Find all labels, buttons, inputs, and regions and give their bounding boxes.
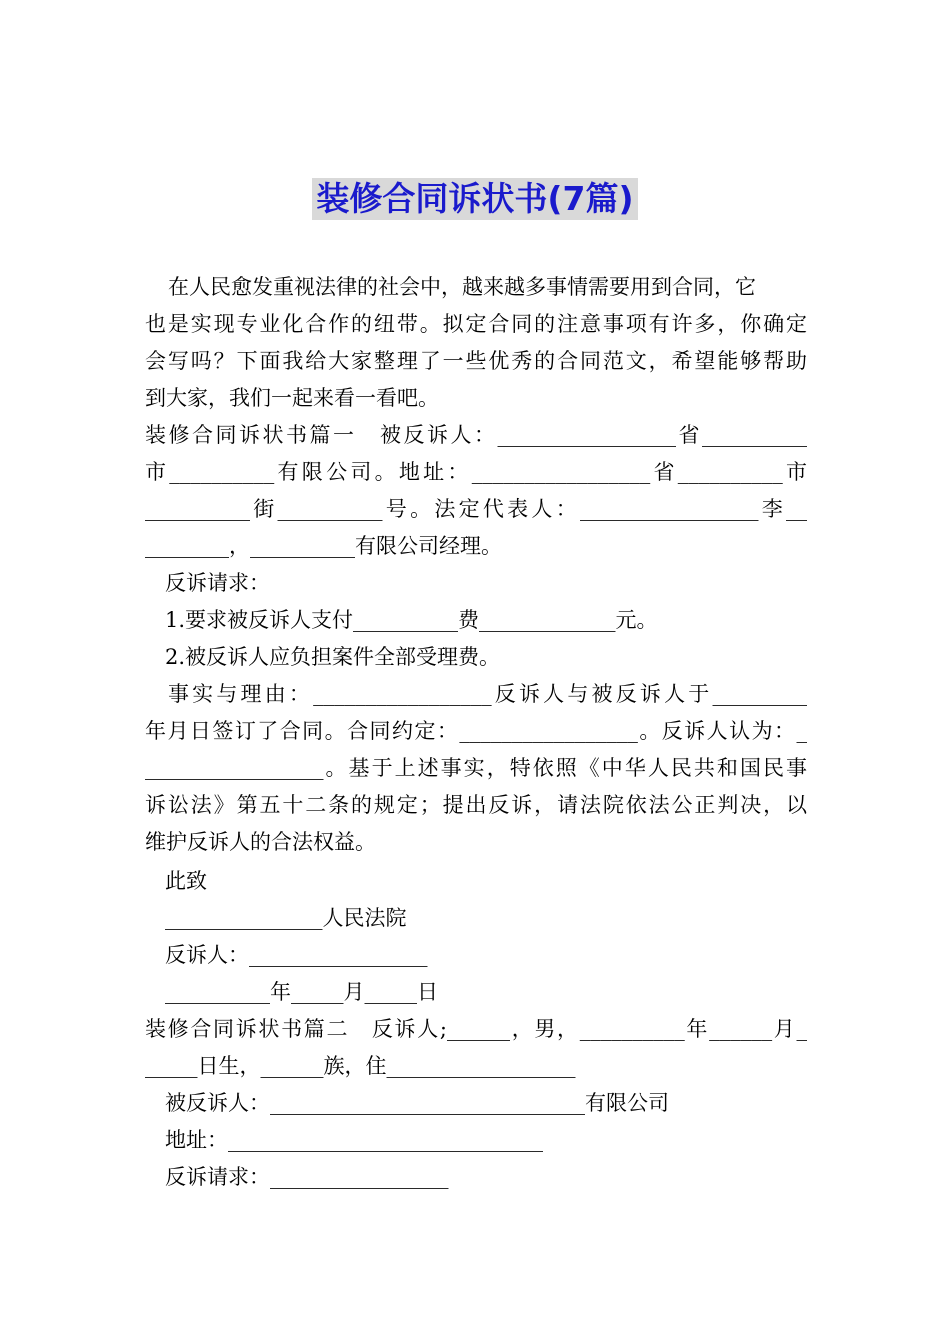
closing-line: 此致 bbox=[165, 869, 207, 893]
paragraph-line: 在人民愈发重视法律的社会中，越来越多事情需要用到合同，它 bbox=[168, 275, 756, 299]
paragraph-line: 到大家，我们一起来看一看吧。 bbox=[145, 386, 439, 410]
document-title: 装修合同诉状书(7篇) bbox=[312, 178, 637, 220]
paragraph-line: ________，__________有限公司经理。 bbox=[145, 534, 502, 558]
respondent-line: 被反诉人：______________________________有限公司 bbox=[165, 1091, 669, 1115]
list-item: 2.被反诉人应负担案件全部受理费。 bbox=[165, 645, 501, 669]
paragraph-line: 会写吗？下面我给大家整理了一些优秀的合同范文，希望能够帮助 bbox=[145, 349, 807, 373]
paragraph-line: _________________。基于上述事实，特依照《中华人民共和国民事 bbox=[145, 756, 807, 780]
date-line: __________年_____月_____日 bbox=[165, 980, 438, 1004]
paragraph-line: 事实与理由：_________________反诉人与被反诉人于_________ bbox=[168, 682, 807, 706]
paragraph-line: 也是实现专业化合作的纽带。拟定合同的注意事项有许多，你确定 bbox=[145, 312, 807, 336]
section-heading: 反诉请求： bbox=[165, 571, 270, 595]
paragraph-line: 诉讼法》第五十二条的规定；提出反诉，请法院依法公正判决，以 bbox=[145, 793, 807, 817]
court-line: _______________人民法院 bbox=[165, 906, 407, 930]
claim-line: 反诉请求：_________________ bbox=[165, 1165, 449, 1189]
counterclaimant-line: 反诉人：_________________ bbox=[165, 943, 428, 967]
paragraph-line: 年月日签订了合同。合同约定：_________________。反诉人认为：_ bbox=[145, 719, 807, 743]
title-wrap bbox=[0, 178, 950, 220]
paragraph-line: 装修合同诉状书篇一 被反诉人：_________________省__________ bbox=[145, 423, 807, 447]
list-item: 1.要求被反诉人支付__________费_____________元。 bbox=[165, 608, 658, 632]
address-line: 地址：______________________________ bbox=[165, 1128, 543, 1152]
paragraph-line: __________街__________号。法定代表人：_________________李__ bbox=[145, 497, 807, 521]
paragraph-line: _____日生，______族，住__________________ bbox=[145, 1054, 576, 1078]
paragraph-line: 市__________有限公司。地址：_________________省__________市 bbox=[145, 460, 807, 484]
paragraph-line: 维护反诉人的合法权益。 bbox=[145, 830, 376, 854]
paragraph-line: 装修合同诉状书篇二 反诉人;______，男，__________年______月_ bbox=[145, 1017, 807, 1041]
